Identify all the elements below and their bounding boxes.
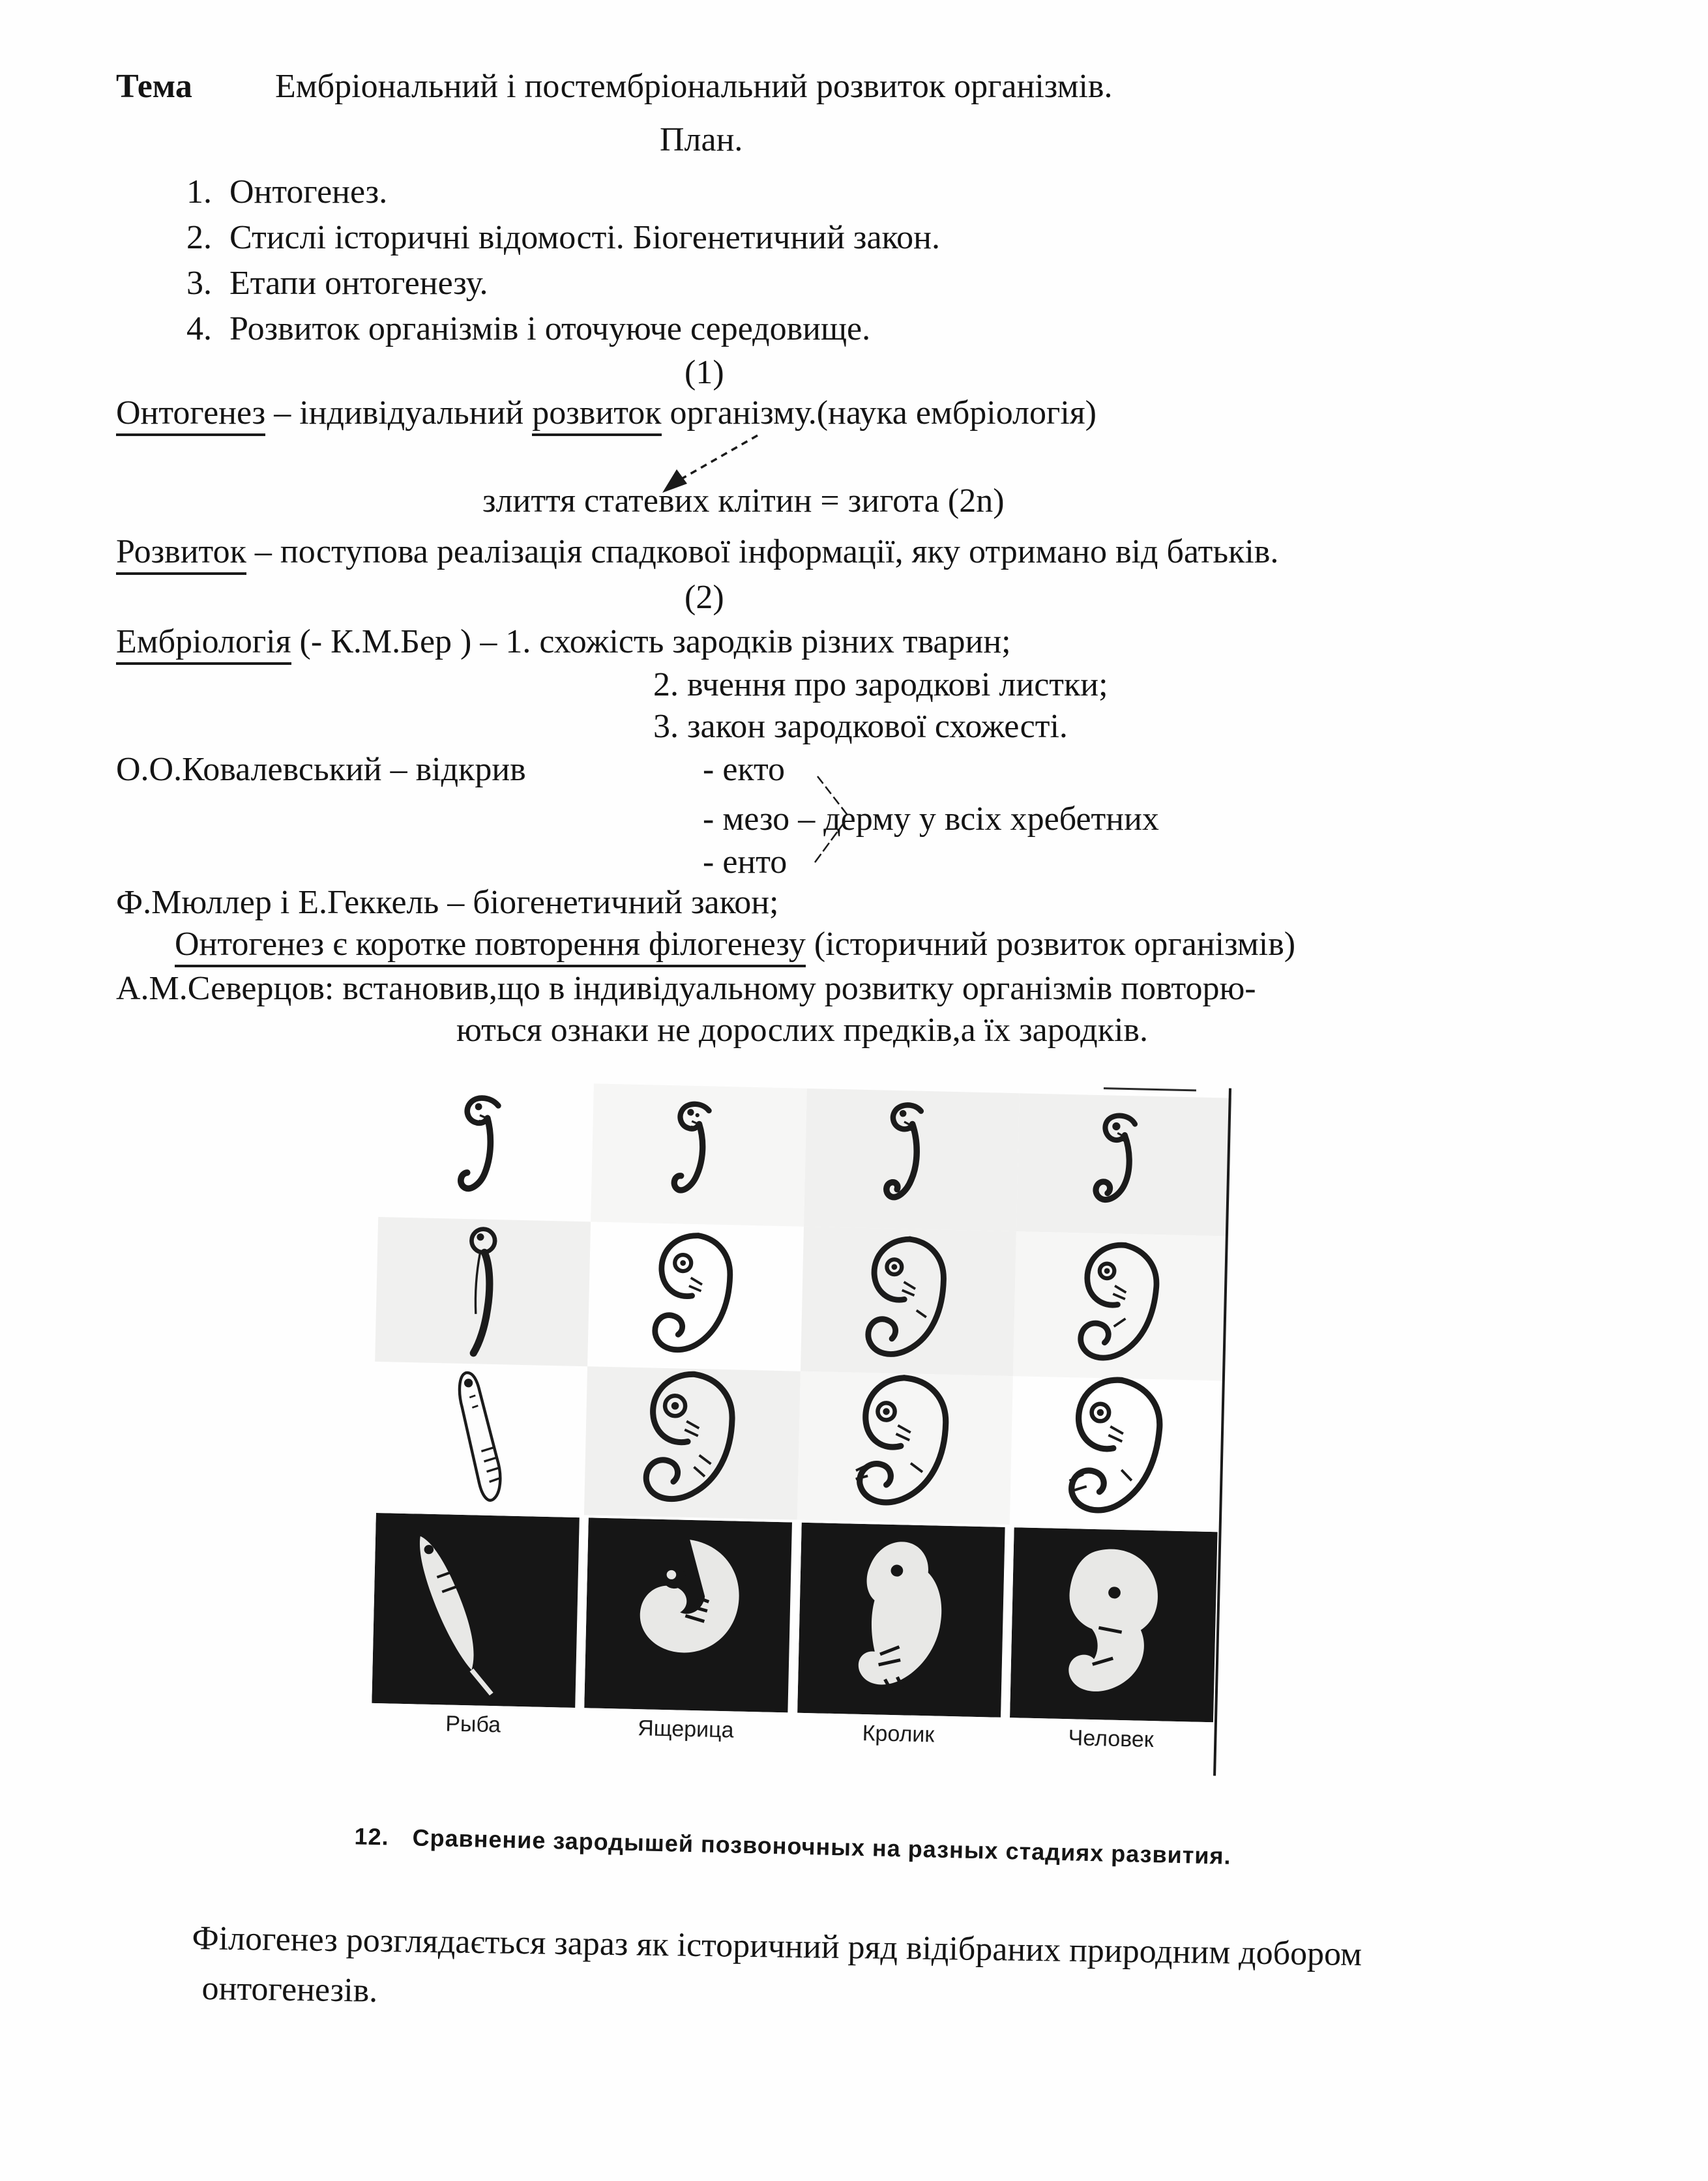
embryo-lizard-stage2 (587, 1222, 803, 1371)
embryo-fish-stage1-drawing (450, 1093, 523, 1207)
ontogenesis-term: Онтогенез (116, 394, 265, 436)
ontogenesis-definition-line (116, 394, 1097, 432)
embryo-grid (367, 1079, 1231, 1725)
figure-top-rule (1104, 1087, 1196, 1091)
embryo-fish-stage2-drawing (456, 1222, 510, 1361)
embryo-fish-stage2 (375, 1217, 591, 1366)
plan-number-2: 2. (186, 219, 212, 256)
phylogeny-paren-text: (історичний розвиток організмів) (805, 926, 1296, 963)
embryo-rabbit-stage1 (804, 1089, 1020, 1231)
label-rabbit: Кролик (862, 1721, 935, 1748)
endoderm-item: - енто (703, 843, 788, 881)
embryo-lizard-stage1-drawing (664, 1100, 734, 1210)
label-fish: Рыба (445, 1711, 501, 1738)
development-term: Розвиток (116, 533, 246, 575)
embryo-human-stage3 (1009, 1376, 1225, 1529)
plan-item-4-label: Розвиток організмів і оточуюче середовище. (229, 310, 871, 347)
embryo-lizard-photo (580, 1515, 797, 1715)
embryo-rabbit-stage3 (797, 1371, 1012, 1525)
mesoderm-item: - мезо (703, 800, 790, 838)
embryo-fish-stage3 (372, 1362, 587, 1515)
plan-number-3: 3. (186, 265, 212, 302)
embryo-rabbit-stage3-drawing (847, 1370, 962, 1526)
severtsov-line-2: ються ознаки не дорослих предків,а їх зародків. (456, 1012, 1148, 1049)
label-lizard: Ящерица (637, 1716, 734, 1743)
embryo-fish-stage1 (378, 1079, 594, 1222)
embryology-item-2: 2. вчення про зародкові листки; (653, 666, 1108, 703)
plan-heading: План. (660, 121, 743, 158)
plan-item-2-label: Стислі історичні відомості. Біогенетичний закон. (229, 219, 940, 256)
figure-caption (354, 1822, 1231, 1870)
phylogeny-closing-line-2: онтогенезів. (201, 1970, 378, 2010)
plan-number-1: 1. (186, 173, 212, 211)
derma-text: – дерму у всіх хребетних (798, 800, 1159, 838)
kovalevsky-line: О.О.Ковалевський – відкрив (116, 751, 526, 788)
embryo-human-stage3-drawing (1059, 1371, 1175, 1534)
ectoderm-item: - екто (703, 751, 786, 788)
phylogeny-closing-line-1: Філогенез розглядається зараз як історичний ряд відібраних природним добором (192, 1920, 1362, 1974)
embryo-human-stage1 (1016, 1093, 1232, 1236)
lizard-embryo-photo-drawing (584, 1517, 792, 1712)
figure-caption-number: 12. (354, 1822, 390, 1851)
human-fetus-photo-drawing (1010, 1527, 1218, 1722)
plan-item-1 (186, 173, 387, 211)
embryo-rabbit-photo (793, 1520, 1010, 1720)
ontogenesis-def-mid: – індивідуальний (265, 394, 533, 432)
embryology-term: Ембріологія (116, 623, 291, 665)
embryo-rabbit-stage1-drawing (876, 1100, 947, 1220)
ontogeny-repeats-phylogeny: Онтогенез є коротке повторення філогенезу (175, 926, 806, 967)
embryology-item-3: 3. закон зародкової схожесті. (653, 708, 1068, 745)
rabbit-fetus-photo-drawing (797, 1523, 1005, 1718)
plan-item-4 (186, 310, 870, 348)
embryo-lizard-stage3-drawing (636, 1366, 748, 1520)
ontogenesis-def-tail: організму.(наука ембріологія) (661, 394, 1097, 432)
plan-item-3 (186, 265, 488, 302)
label-human: Человек (1068, 1725, 1155, 1753)
embryology-def-text: (- К.М.Бер ) – 1. схожість зародків різних тварин; (291, 623, 1011, 660)
embryo-rabbit-stage2 (800, 1227, 1016, 1376)
embryo-fish-photo (367, 1510, 584, 1710)
development-word: розвиток (532, 394, 661, 436)
embryo-rabbit-stage2-drawing (857, 1230, 960, 1373)
theme-label: Тема (116, 68, 192, 105)
embryo-fish-stage3-drawing (438, 1365, 521, 1512)
embryology-line (116, 623, 1011, 661)
fish-larva-photo-drawing (372, 1513, 580, 1708)
germ-layers-connector-lines (808, 772, 893, 877)
section2-marker: (2) (685, 579, 724, 616)
plan-item-3-label: Етапи онтогенезу. (229, 265, 488, 302)
embryo-comparison-figure (354, 1079, 1232, 1869)
mesoderm-line (703, 800, 1159, 838)
development-def-text: – поступова реалізація спадкової інформації, яку отримано від батьків. (246, 533, 1279, 570)
muller-haeckel-line: Ф.Мюллер і Е.Геккель – біогенетичний закон; (116, 884, 779, 921)
zygote-line: злиття статевих клітин = зигота (2n) (482, 482, 1005, 520)
embryo-lizard-stage3 (584, 1366, 800, 1519)
plan-item-1-label: Онтогенез. (229, 173, 388, 211)
embryo-lizard-stage2-drawing (645, 1226, 746, 1367)
embryo-lizard-stage1 (591, 1083, 806, 1226)
embryo-human-stage1-drawing (1086, 1111, 1162, 1218)
biogenetic-law-line (175, 926, 1295, 963)
embryo-human-stage2-drawing (1070, 1236, 1171, 1377)
severtsov-line-1: А.М.Северцов: встановив,що в індивідуальному розвитку організмів повторю- (116, 970, 1256, 1007)
development-definition-line (116, 533, 1278, 571)
embryo-human-photo (1005, 1525, 1222, 1725)
page-title: Ембріональний і постембріональний розвиток організмів. (275, 68, 1113, 105)
section1-marker: (1) (685, 354, 724, 391)
plan-item-2 (186, 219, 940, 257)
figure-caption-text: Сравнение зародышей позвоночных на разных стадиях развития. (412, 1824, 1232, 1869)
plan-number-4: 4. (186, 310, 212, 347)
embryo-human-stage2 (1013, 1231, 1229, 1381)
